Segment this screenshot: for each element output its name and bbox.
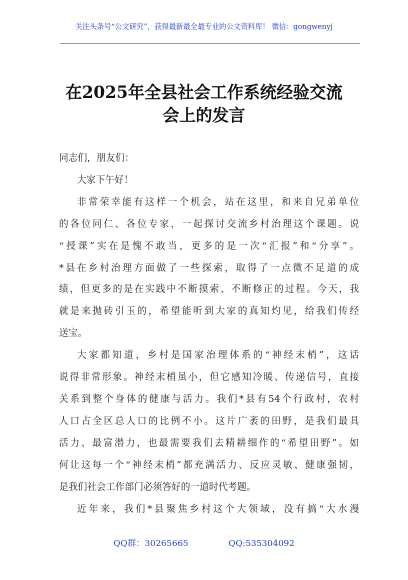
salutation: 同志们，朋友们： [59,153,135,164]
paragraph-line: 大家都知道，乡村是国家治理体系的“神经末梢”，这话 [77,350,359,362]
paragraph-line: *县在乡村治理方面做了一些探索，取得了一点微不足道的成 [59,262,359,274]
footer-qq-group: QQ群：30265665 [113,539,189,549]
paragraph-line: 是我们社会工作部门必须答好的一道时代考题。 [59,481,256,493]
footer-qq-number: QQ:535304092 [228,539,295,549]
paragraph-line: 近年来，我们*县聚焦乡村这个大领域，没有搞“大水漫 [77,503,359,515]
title-line-2: 会上的发言 [162,106,246,125]
paragraph-line: 绩，但更多的是在实践中不断摸索、不断修正的过程。今天，我 [59,284,359,296]
paragraph-3 [59,499,359,521]
paragraph-2 [59,345,359,498]
paragraph-line: 说得非常形象。神经末梢虽小，但它感知冷暖、传递信号，直接 [59,372,359,384]
salutation-paragraph [59,148,359,170]
paragraph-line: 人口占全区总人口的比例不小。这片广袤的田野，是我们最具 [59,415,359,427]
title-line-1: 在2025年全县社会工作系统经验交流 [65,83,343,102]
paragraph-line: 何让这每一个“神经末梢”都充满活力、反应灵敏、健康强韧， [59,459,359,471]
header-divider [60,43,360,44]
paragraph-line: 就是来抛砖引玉的，希望能听到大家的真知灼见，给我们传经 [59,306,359,318]
footer-contact [0,537,408,549]
paragraph-line: 的各位同仁、各位专家，一起探讨交流乡村治理这个课题。说 [59,218,359,230]
greeting-paragraph [59,170,359,192]
paragraph-line: 活力、最富潜力，也最需要我们去精耕细作的“希望田野”。如 [59,437,359,449]
paragraph-line: 关系到整个身体的健康与活力。我们*县有54个行政村，农村 [59,393,359,405]
paragraph-line: 非常荣幸能有这样一个机会，站在这里，和来自兄弟单位 [77,196,359,208]
greeting: 大家下午好！ [77,174,134,186]
paragraph-1 [59,192,359,345]
paragraph-line: “授课”实在是愧不敢当，更多的是一次“汇报”和“分享”。 [59,240,359,252]
paragraph-line: 送宝。 [59,328,88,340]
header-banner: 关注头条号“公文研究”，获得最新最全最专业的公文资料库！ 微信：gongwenyj [75,22,333,31]
document-body [59,148,359,520]
document-title [40,81,368,127]
